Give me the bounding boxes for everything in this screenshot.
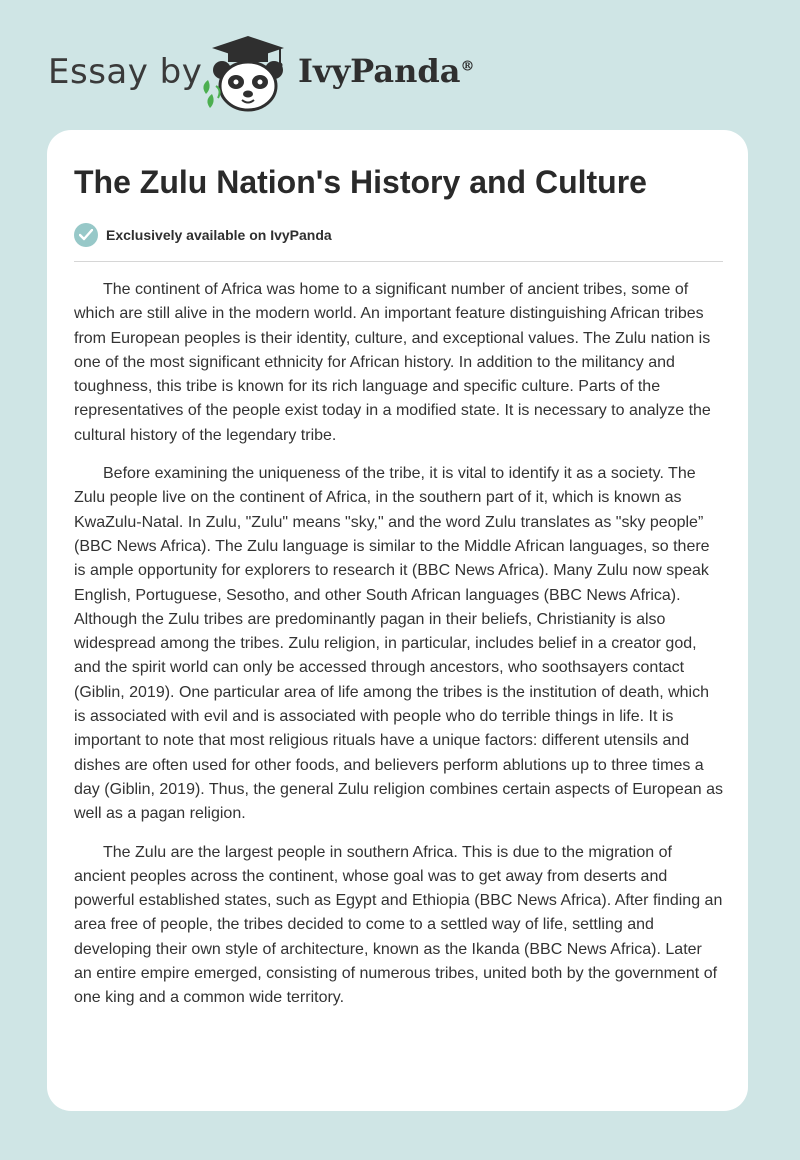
- divider: [74, 261, 723, 262]
- essay-body: [74, 278, 724, 1025]
- brand-name: [298, 52, 474, 90]
- registered-mark: ®: [460, 58, 475, 75]
- badge-text: Exclusively available on IvyPanda: [106, 227, 332, 243]
- check-icon: [74, 223, 98, 247]
- paragraph: The continent of Africa was home to a significant number of ancient tribes, some of which are still alive in the modern world. An important feature distinguishing African tribes from European peoples is their identity, culture, and exceptional values. The Zulu nation is one of the most significant ethnicity for African history. In addition to the militancy and toughness, this tribe is known for its rich language and specific culture. Parts of the representatives of the people exist today in a modified state. It is necessary to analyze the cultural history of the legendary tribe.: [74, 281, 711, 444]
- brand-prefix: Essay by: [48, 52, 203, 92]
- paragraph: Before examining the uniqueness of the tribe, it is vital to identify it as a society. The Zulu people live on the continent of Africa, in the southern part of it, which is known as KwaZulu-Natal. In Zulu, "Zulu" means "sky," and the word Zulu translates as "sky people” (BBC News Africa). The Zulu language is similar to the Middle African languages, so there is ample opportunity for explorers to research it (BBC News Africa). Many Zulu now speak English, Portuguese, Sesotho, and other South African languages (BBC News Africa). Although the Zulu tribes are predominantly pagan in their beliefs, Christianity is also widespread among the tribes. Zulu religion, in particular, includes belief in a creator god, and the spirit world can only be accessed through ancestors, who soothsayers contact (Giblin, 2019). One particular area of life among the tribes is the institution of death, which is associated with evil and is associated with people who do terrible things in life. It is important to note that most religious rituals have a unique factors: different utensils and dishes are often used for other foods, and believers perform ablutions up to three times a day (Giblin, 2019). Thus, the general Zulu religion combines certain aspects of European as well as a pagan religion.: [74, 465, 723, 823]
- brand-name-text: IvyPanda: [298, 52, 461, 90]
- essay-card: [47, 130, 748, 1111]
- paragraph: The Zulu are the largest people in southern Africa. This is due to the migration of ancient peoples across the continent, whose goal was to get away from deserts and powerful established states, such as Egypt and Ethiopia (BBC News Africa). After finding an area free of people, the tribes decided to come to a settled way of life, settling and developing their own style of architecture, known as the Ikanda (BBC News Africa). Later an entire empire emerged, consisting of numerous tribes, united both by the government of one king and a common wide territory.: [74, 843, 723, 1007]
- brand-header: [48, 34, 568, 114]
- exclusive-badge: [74, 222, 332, 248]
- ivypanda-logo-icon: [198, 34, 293, 112]
- essay-title: The Zulu Nation's History and Culture: [74, 164, 647, 200]
